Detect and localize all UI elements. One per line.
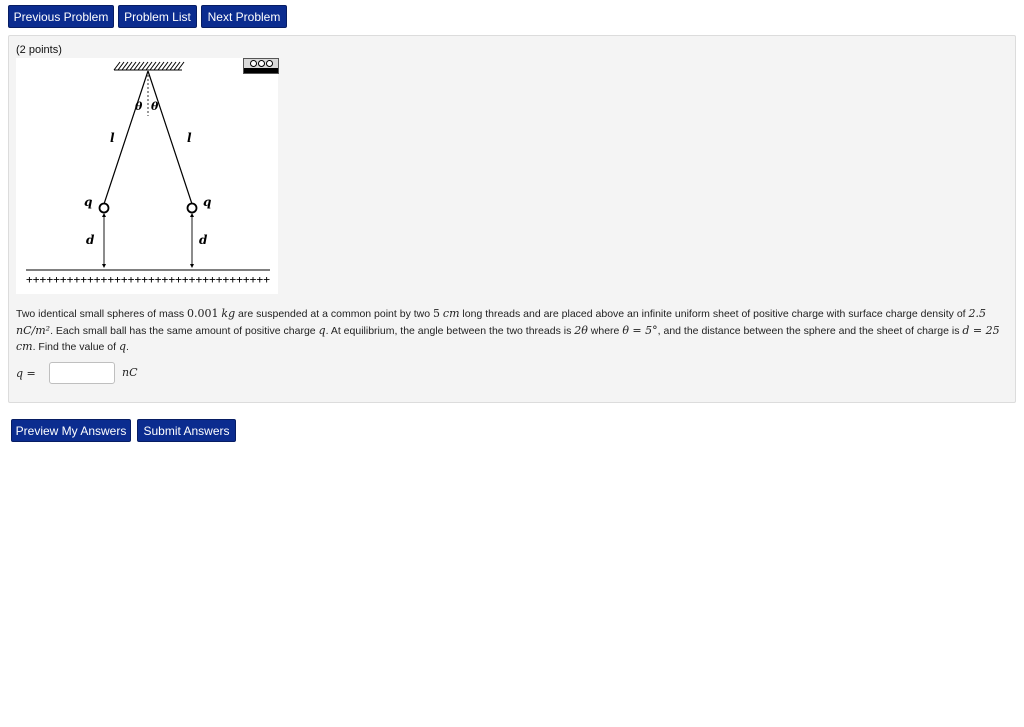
text-segment: . At equilibrium, the angle between the two threads is	[325, 324, 575, 337]
creative-commons-license-icon[interactable]	[243, 58, 279, 74]
pendulum-diagram	[16, 58, 278, 294]
preview-answers-button[interactable]: Preview My Answers	[11, 419, 131, 442]
theta-right-label: θ	[151, 100, 159, 113]
mass-value: 0.001	[186, 307, 219, 320]
theta-left-label: θ	[135, 100, 143, 113]
left-distance-arrow	[102, 213, 106, 268]
sheet-charges: ++++++++++++++++++++++++++++++++++++	[26, 273, 271, 286]
distance-expression: d = 25 cm	[16, 323, 1000, 353]
angle-expression: 2θ	[574, 323, 588, 337]
left-thread-length-label: l	[110, 131, 115, 145]
previous-problem-button[interactable]: Previous Problem	[8, 5, 114, 28]
text-segment: . Find the value of	[32, 341, 119, 353]
text-segment: Two identical small spheres of mass	[16, 308, 187, 320]
text-segment: , and the distance between the sphere and the sheet of charge is	[657, 324, 963, 337]
problem-statement	[16, 306, 1011, 356]
charge-symbol: q	[118, 340, 127, 353]
mass-unit: kg	[221, 307, 236, 320]
problem-list-button[interactable]: Problem List	[118, 5, 197, 28]
answer-input[interactable]	[49, 362, 115, 384]
length-value: 5	[433, 307, 440, 320]
charge-symbol: q	[318, 323, 326, 337]
text-segment: long threads and are placed above an infinite uniform sheet of positive charge with surface charge density of	[459, 308, 969, 320]
right-sphere	[188, 204, 197, 213]
right-charge-label: q	[203, 195, 212, 209]
left-charge-label: q	[84, 195, 93, 209]
answer-unit: nC	[122, 366, 138, 379]
problem-panel	[8, 35, 1016, 403]
text-segment: . Each small ball has the same amount of positive charge	[50, 324, 319, 337]
right-thread	[148, 71, 192, 204]
length-unit: cm	[442, 307, 460, 320]
text-segment: are suspended at a common point by two	[235, 308, 433, 320]
right-distance-arrow	[190, 213, 194, 268]
ceiling-hatch	[114, 62, 184, 70]
theta-expression: θ = 5°	[622, 323, 658, 337]
right-distance-label: d	[199, 233, 208, 247]
text-segment: where	[587, 324, 623, 337]
density-expression: 2.5 nC/m²	[16, 307, 986, 337]
submit-answers-button[interactable]: Submit Answers	[137, 419, 236, 442]
points-label: (2 points)	[16, 44, 62, 56]
answer-label: q =	[16, 367, 36, 380]
text-segment: .	[126, 341, 129, 353]
next-problem-button[interactable]: Next Problem	[201, 5, 287, 28]
right-thread-length-label: l	[187, 131, 192, 145]
problem-figure	[16, 58, 278, 294]
left-distance-label: d	[86, 233, 95, 247]
left-sphere	[100, 204, 109, 213]
